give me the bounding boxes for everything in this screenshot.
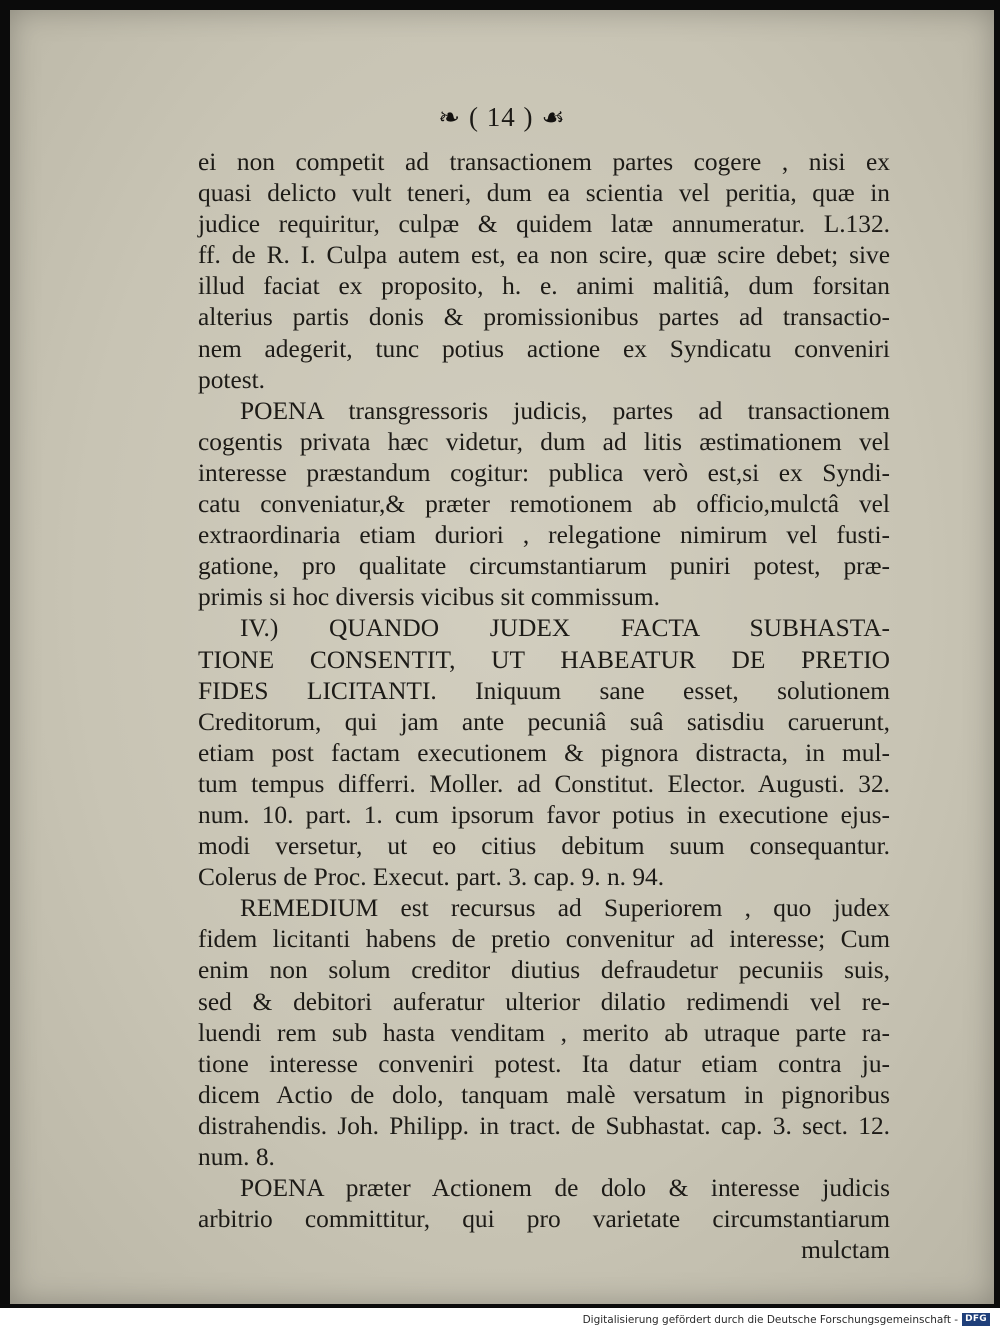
section-heading-line: TIONE CONSENTIT, UT HABEATUR DE PRETIO xyxy=(198,645,890,674)
text-line: quasi delicto vult teneri, dum ea scientia vel peritia, quæ in xyxy=(198,179,890,208)
text-line: alterius partis donis & promissionibus partes ad transactio- xyxy=(198,303,890,332)
text-line: catu conveniatur,& præter remotionem ab officio,mulctâ vel xyxy=(198,490,890,519)
book-page xyxy=(10,10,994,1304)
text-line: POENA præter Actionem de dolo & interesse judicis xyxy=(240,1174,890,1203)
text-line: illud faciat ex proposito, h. e. animi malitiâ, dum forsitan xyxy=(198,272,890,301)
text-line: modi versetur, ut eo citius debitum suum consequantur. xyxy=(198,832,890,861)
left-ornament-icon: ❧ xyxy=(438,103,461,132)
catchword: mulctam xyxy=(801,1236,890,1265)
text-line: REMEDIUM est recursus ad Superiorem , quo judex xyxy=(240,894,890,923)
text-line: primis si hoc diversis vicibus sit commissum. xyxy=(198,583,660,612)
text-line: arbitrio committitur, qui pro varietate circumstantiarum xyxy=(198,1205,890,1234)
text-line: POENA transgressoris judicis, partes ad transactionem xyxy=(240,396,890,425)
section-heading-line: IV.) QUANDO JUDEX FACTA SUBHASTA- xyxy=(240,614,890,643)
text-line: etiam post factam executionem & pignora distracta, in mul- xyxy=(198,738,890,767)
text-line: num. 8. xyxy=(198,1143,275,1171)
digitization-credit xyxy=(583,1313,990,1326)
credit-text: Digitalisierung gefördert durch die Deutsche Forschungsgemeinschaft - xyxy=(582,1313,959,1326)
text-line: tum tempus differri. Moller. ad Constitut. Elector. Augusti. 32. xyxy=(198,769,890,798)
right-ornament-icon: ☙ xyxy=(541,103,566,132)
text-line: nem adegerit, tunc potius actione ex Syndicatu conveniri xyxy=(198,334,890,363)
text-line: interesse præstandum cogitur: publica verò est,si ex Syndi- xyxy=(198,458,890,487)
page-number: ( 14 ) xyxy=(469,102,534,132)
text-line: Colerus de Proc. Execut. part. 3. cap. 9. n. 94. xyxy=(198,863,665,892)
page-body-text xyxy=(198,147,890,1266)
text-line: sed & debitori auferatur ulterior dilatio redimendi vel re- xyxy=(198,987,890,1016)
page-header xyxy=(10,102,994,133)
text-line: gatione, pro qualitate circumstantiarum puniri potest, præ- xyxy=(198,552,890,581)
text-line: enim non solum creditor diutius defraudetur pecuniis suis, xyxy=(198,956,890,985)
text-line: fidem licitanti habens de pretio convenitur ad interesse; Cum xyxy=(198,925,890,954)
text-line: luendi rem sub hasta venditam , merito ab utraque parte ra- xyxy=(198,1018,890,1047)
text-line: cogentis privata hæc videtur, dum ad litis æstimationem vel xyxy=(198,427,890,456)
text-line: judice requiritur, culpæ & quidem latæ annumeratur. L.132. xyxy=(198,210,890,239)
text-line: ff. de R. I. Culpa autem est, ea non scire, quæ scire debet; sive xyxy=(198,241,890,270)
text-line: ei non competit ad transactionem partes cogere , nisi ex xyxy=(198,148,890,176)
text-line: distrahendis. Joh. Philipp. in tract. de Subhastat. cap. 3. sect. 12. xyxy=(198,1111,890,1140)
text-line: Creditorum, qui jam ante pecuniâ suâ satisdiu caruerunt, xyxy=(198,707,890,736)
text-line: tione interesse conveniri potest. Ita datur etiam contra ju- xyxy=(198,1049,890,1078)
text-line: FIDES LICITANTI. Iniquum sane esset, solutionem xyxy=(198,676,890,705)
dfg-logo[interactable]: DFG xyxy=(962,1313,990,1326)
text-line: extraordinaria etiam duriori , relegatione nimirum vel fusti- xyxy=(198,521,890,550)
text-line: num. 10. part. 1. cum ipsorum favor potius in executione ejus- xyxy=(198,800,890,829)
text-line: dicem Actio de dolo, tanquam malè versatum in pignoribus xyxy=(198,1080,890,1109)
text-line: potest. xyxy=(198,365,265,394)
